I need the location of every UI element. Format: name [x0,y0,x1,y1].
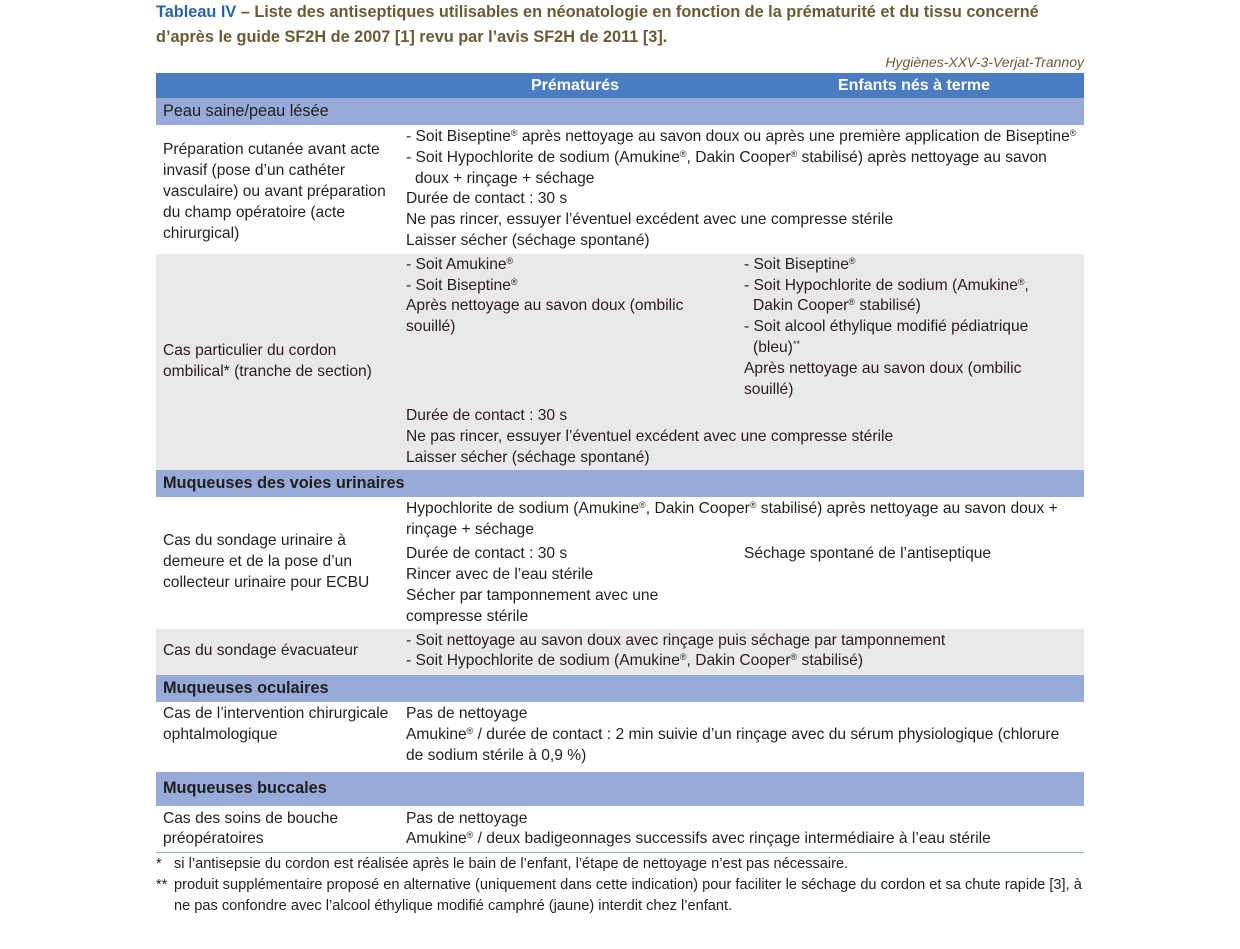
footnote-text: si l’antisepsie du cordon est réalisée après le bain de l’enfant, l’étape de nettoyage n’est pas nécessaire. [174,856,849,873]
instruction: Laisser sécher (séchage spontané) [406,231,650,249]
note: Après nettoyage au savon doux (ombilic souillé) [406,297,684,336]
row-label: Cas du sondage urinaire à demeure et de la pose d’un collecteur urinaire pour ECBU [163,532,370,592]
section-title: Muqueuses des voies urinaires [156,470,1084,497]
section-oculaires [156,675,1084,702]
list-item: - Soit Amukine® [406,255,737,276]
nes-a-terme-content: Séchage spontané de l’antiseptique [744,545,992,563]
row-label: Cas particulier du cordon ombilical* (tranche de section) [156,254,406,470]
prematures-content [406,255,744,401]
table-row [156,629,1084,676]
table-row [156,702,1084,771]
note: Après nettoyage au savon doux (ombilic souillé) [744,359,1022,398]
table-row [156,806,1084,853]
table-row [156,125,1084,254]
row-label: Cas des soins de bouche préopératoires [163,809,339,848]
section-title: Muqueuses buccales [156,772,1084,806]
section-buccales [156,772,1084,806]
treatment: Hypochlorite de sodium (Amukine®, Dakin Cooper® stabilisé) après nettoyage au savon doux + rinçage + séchage [406,499,1058,538]
prematures-content [406,544,744,627]
list-item: - Soit nettoyage au savon doux avec rinçage puis séchage par tamponnement [406,631,1077,652]
instruction: Pas de nettoyage [406,809,528,827]
instruction: Amukine® / durée de contact : 2 min suivie d’un rinçage avec du sérum physiologique (chlorure de sodium stérile à 0,9 %) [406,725,1060,764]
antiseptics-table [156,73,1084,852]
row-label: Cas du sondage évacuateur [156,629,406,676]
row-content [406,125,1084,254]
table-caption [156,0,1084,50]
row-content [406,806,1084,853]
document-page [156,0,1084,917]
list-item: - Soit Biseptine® après nettoyage au savon doux ou après une première application de Biseptine® [406,127,1077,148]
table-row [156,497,1084,629]
list-item: - Soit Hypochlorite de sodium (Amukine®, Dakin Cooper® stabilisé) après nettoyage au savon doux + rinçage + séchage [406,148,1077,190]
instruction: Rincer avec de l’eau stérile [406,566,594,584]
header-empty [156,73,406,98]
image-credit: Hygiènes-XXV-3-Verjat-Trannoy [885,54,1084,70]
two-column-content [406,544,1077,627]
table-header-row [156,73,1084,98]
row-content [406,702,1084,771]
instruction: Pas de nettoyage [406,705,528,723]
section-title: Peau saine/peau lésée [156,98,1084,125]
footnote-2 [156,875,1084,917]
footnote-mark: ** [156,877,168,894]
row-content [406,629,1084,676]
footnotes [156,852,1084,917]
table-row [156,254,1084,470]
section-title: Muqueuses oculaires [156,675,1084,702]
row-content [406,254,1084,470]
row-content [406,497,1084,629]
instruction: Laisser sécher (séchage spontané) [406,448,650,466]
instruction: Sécher par tamponnement avec une compresse stérile [406,586,659,625]
list-item: - Soit Hypochlorite de sodium (Amukine®, Dakin Cooper® stabilisé) [406,651,1077,672]
nes-a-terme-content [744,255,1070,401]
footnote-1 [156,854,1084,875]
list-item: - Soit Biseptine® [744,255,1070,276]
contact-time: Durée de contact : 30 s [406,545,568,563]
header-prematures: Prématurés [406,73,744,98]
list-item: - Soit Biseptine® [406,276,737,297]
caption-text: – Liste des antiseptiques utilisables en néonatologie en fonction de la prématurité et du tissu concerné d’après le guide SF2H de 2007 [1] revu par l’avis SF2H de 2011 [3]. [156,3,1039,46]
row-label: Préparation cutanée avant acte invasif (pose d’un cathéter vasculaire) ou avant préparation du champ opératoire (acte chirurgical) [163,141,386,242]
two-column-content [406,255,1077,401]
contact-time: Durée de contact : 30 s [406,190,568,208]
footnote-mark: * [156,856,162,873]
footnote-text: produit supplémentaire proposé en alternative (uniquement dans cette indication) pour faciliter le séchage du cordon et sa chute rapide [3], à ne pas confondre avec l’alcool éthylique modifié camphré (jaune) interdit chez l’enfant. [174,877,1082,915]
instruction: Amukine® / deux badigeonnages successifs avec rinçage intermédiaire à l’eau stérile [406,830,991,848]
caption-label: Tableau IV [156,3,237,21]
contact-time: Durée de contact : 30 s [406,407,568,425]
section-urinaires [156,470,1084,497]
list-item: - Soit Hypochlorite de sodium (Amukine®, Dakin Cooper® stabilisé) [744,276,1070,318]
list-item: - Soit alcool éthylique modifié pédiatrique (bleu)** [744,317,1070,359]
header-nes-a-terme: Enfants nés à terme [744,73,1084,98]
section-peau [156,98,1084,125]
instruction: Ne pas rincer, essuyer l’éventuel excédent avec une compresse stérile [406,428,894,446]
row-label: Cas de l’intervention chirurgicale ophtalmologique [163,705,389,743]
instruction: Ne pas rincer, essuyer l’éventuel excédent avec une compresse stérile [406,211,894,229]
